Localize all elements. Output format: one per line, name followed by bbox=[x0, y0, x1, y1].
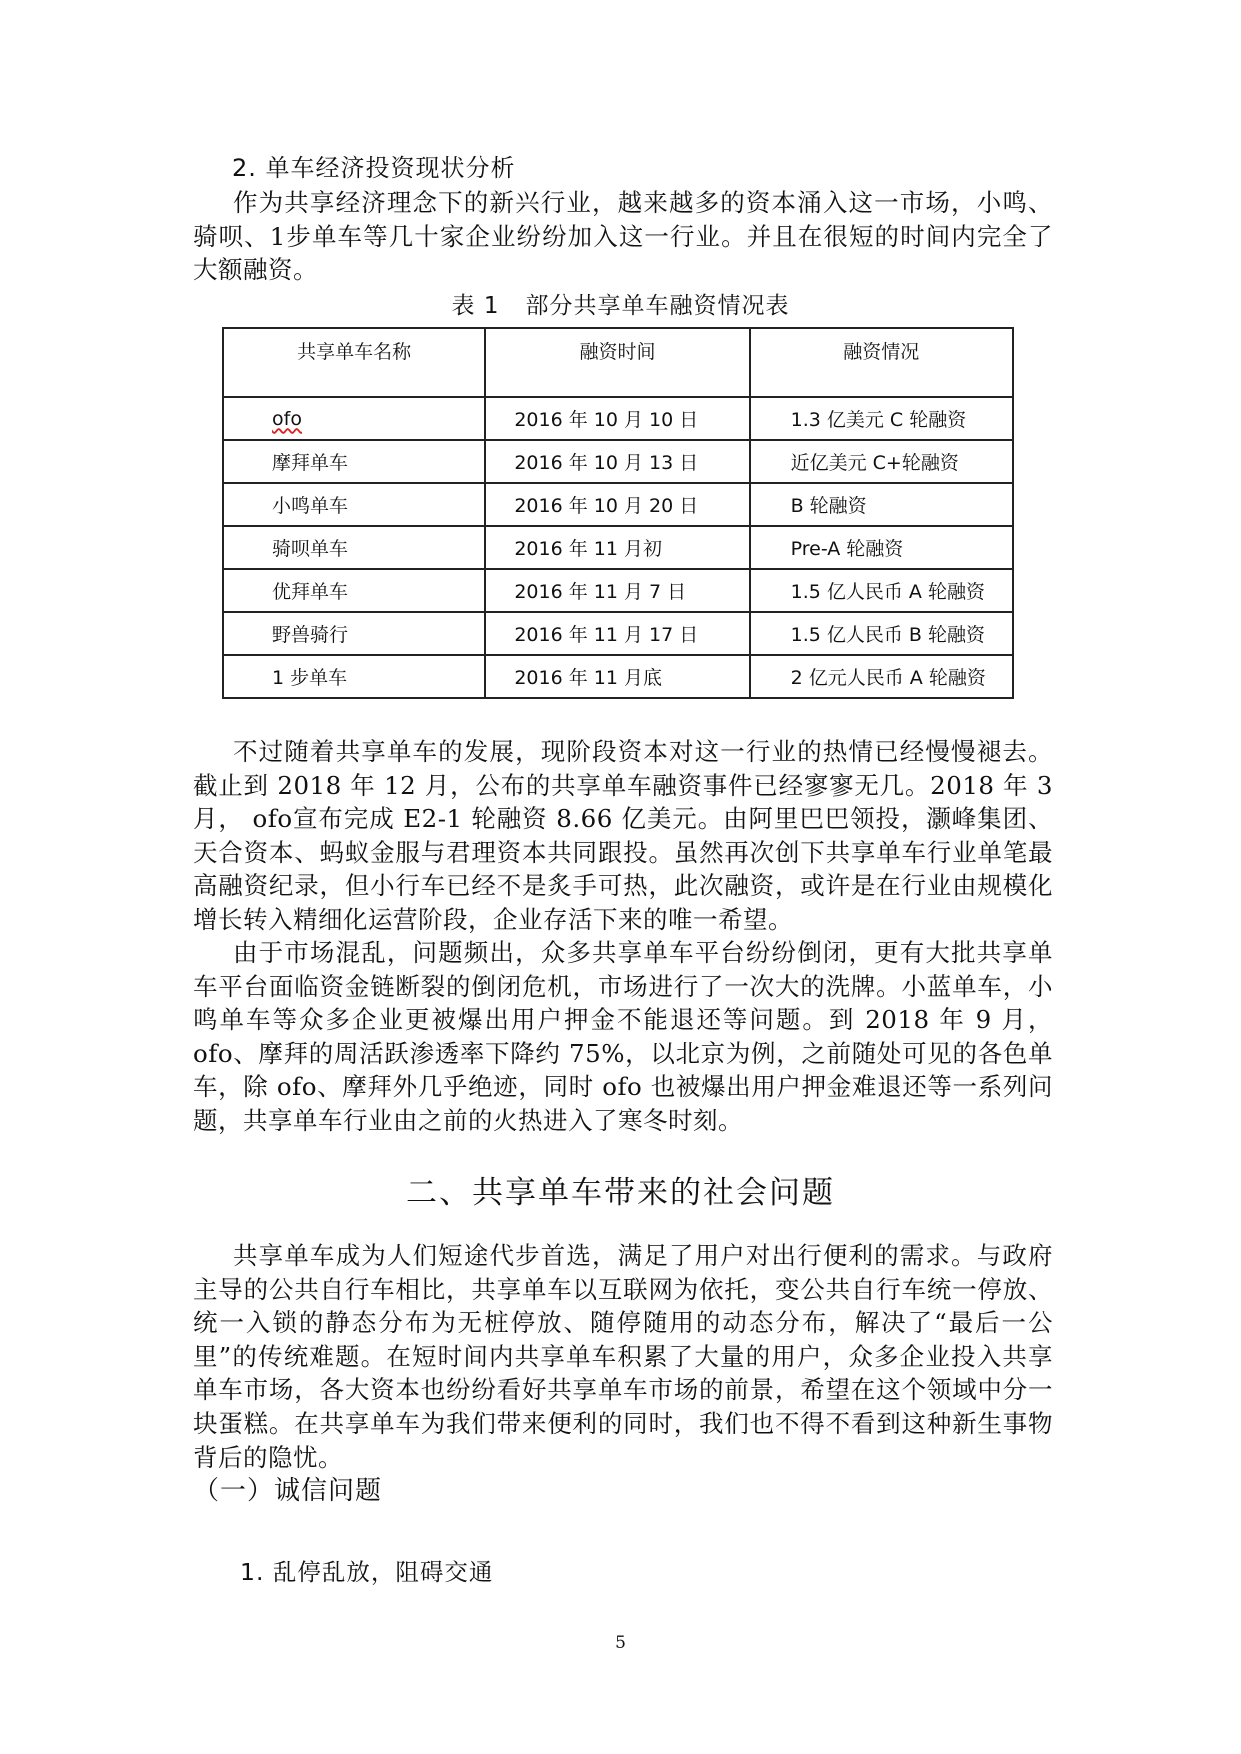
table-cell: 2016 年 11 月底 bbox=[485, 655, 749, 698]
table-cell bbox=[223, 397, 485, 440]
page-number: 5 bbox=[615, 1633, 626, 1653]
table-cell: 2016 年 11 月 7 日 bbox=[485, 569, 749, 612]
table-cell: 1.5 亿人民币 A 轮融资 bbox=[750, 569, 1013, 612]
table-cell: 2016 年 10 月 20 日 bbox=[485, 483, 749, 526]
table-cell: 2016 年 11 月初 bbox=[485, 526, 749, 569]
table-row bbox=[223, 655, 1013, 698]
table-cell: 骑呗单车 bbox=[223, 526, 485, 569]
table-cell: 优拜单车 bbox=[223, 569, 485, 612]
paragraph: 由于市场混乱，问题频出，众多共享单车平台纷纷倒闭，更有大批共享单车平台面临资金链断裂的倒闭危机，市场进行了一次大的洗牌。小蓝单车，小鸣单车等众多企业更被爆出用户押金不能退还等问题。到 2018 年 9 月，ofo、摩拜的周活跃渗透率下降约 75%，以北京为例，之前随处可见的各色单车，除 ofo、摩拜外几乎绝迹，同时 ofo 也被爆出用户押金难退还等一系列问题，共享单车行业由之前的火热进入了寒冬时刻。 bbox=[193, 938, 1053, 1135]
financing-table bbox=[222, 327, 1014, 699]
table-header-cell: 融资情况 bbox=[750, 328, 1013, 397]
section-subheading: 2. 单车经济投资现状分析 bbox=[232, 154, 516, 182]
table-cell: B 轮融资 bbox=[750, 483, 1013, 526]
table-cell: 1 步单车 bbox=[223, 655, 485, 698]
paragraph: 不过随着共享单车的发展，现阶段资本对这一行业的热情已经慢慢褪去。截止到 2018 年 12 月，公布的共享单车融资事件已经寥寥无几。2018 年 3 月， ofo宣布完成 E2-1 轮融资 8.66 亿美元。由阿里巴巴领投，灏峰集团、天合资本、蚂蚁金服与君理资本共同跟投。虽然再次创下共享单车行业单笔最高融资纪录，但小行车已经不是炙手可热，此次融资，或许是在行业由规模化增长转入精细化运营阶段，企业存活下来的唯一希望。 bbox=[193, 737, 1053, 934]
section-heading: （一）诚信问题 bbox=[193, 1476, 383, 1506]
table-cell: 摩拜单车 bbox=[223, 440, 485, 483]
table-cell: Pre-A 轮融资 bbox=[750, 526, 1013, 569]
table-row bbox=[223, 612, 1013, 655]
table-caption bbox=[0, 287, 1241, 320]
table-header-row bbox=[223, 328, 1013, 397]
table-header-cell: 融资时间 bbox=[485, 328, 749, 397]
table-cell: 1.3 亿美元 C 轮融资 bbox=[750, 397, 1013, 440]
table-row bbox=[223, 526, 1013, 569]
table-cell: 2016 年 10 月 13 日 bbox=[485, 440, 749, 483]
table-cell: 小鸣单车 bbox=[223, 483, 485, 526]
paragraph: 作为共享经济理念下的新兴行业，越来越多的资本涌入这一市场，小鸣、骑呗、1步单车等几十家企业纷纷加入这一行业。并且在很短的时间内完全了大额融资。 bbox=[193, 188, 1053, 285]
table-row bbox=[223, 397, 1013, 440]
table-row bbox=[223, 440, 1013, 483]
table-cell: 近亿美元 C+轮融资 bbox=[750, 440, 1013, 483]
table-header-cell: 共享单车名称 bbox=[223, 328, 485, 397]
table-caption-number: 表 1 bbox=[451, 293, 500, 319]
table-cell: 1.5 亿人民币 B 轮融资 bbox=[750, 612, 1013, 655]
table-cell: 2016 年 11 月 17 日 bbox=[485, 612, 749, 655]
table-cell: 2 亿元人民币 A 轮融资 bbox=[750, 655, 1013, 698]
table-row bbox=[223, 569, 1013, 612]
table-cell: 2016 年 10 月 10 日 bbox=[485, 397, 749, 440]
subsection-heading: 1. 乱停乱放，阻碍交通 bbox=[240, 1558, 494, 1586]
spellcheck-underlined-text: ofo bbox=[272, 407, 302, 430]
table-caption-title: 部分共享单车融资情况表 bbox=[525, 293, 790, 319]
paragraph: 共享单车成为人们短途代步首选，满足了用户对出行便利的需求。与政府主导的公共自行车相比，共享单车以互联网为依托，变公共自行车统一停放、统一入锁的静态分布为无桩停放、随停随用的动态分布，解决了“最后一公里”的传统难题。在短时间内共享单车积累了大量的用户，众多企业投入共享单车市场，各大资本也纷纷看好共享单车市场的前景，希望在这个领域中分一块蛋糕。在共享单车为我们带来便利的同时，我们也不得不看到这种新生事物背后的隐忧。 bbox=[193, 1241, 1053, 1472]
table-cell: 野兽骑行 bbox=[223, 612, 485, 655]
table-row bbox=[223, 483, 1013, 526]
chapter-heading: 二、共享单车带来的社会问题 bbox=[406, 1175, 835, 1211]
